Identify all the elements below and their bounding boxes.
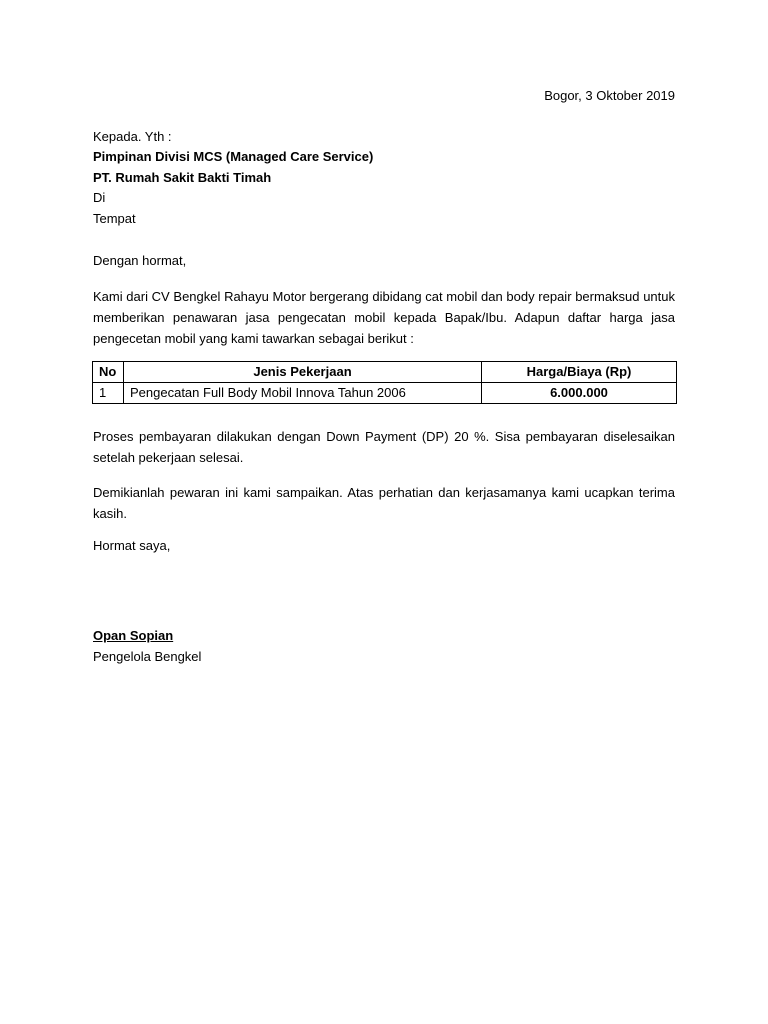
- salutation: Dengan hormat,: [93, 253, 187, 268]
- recipient-company: PT. Rumah Sakit Bakti Timah: [93, 169, 272, 185]
- recipient-di: Di: [93, 190, 106, 205]
- recipient-position: Pimpinan Divisi MCS (Managed Care Service): [93, 149, 374, 164]
- table-header-job: Jenis Pekerjaan: [124, 361, 482, 382]
- price-table: [92, 361, 677, 404]
- closing-phrase: Hormat saya,: [93, 537, 171, 553]
- closing-paragraph: Demikianlah pewaran ini kami sampaikan. Atas perhatian dan kerjasamanya kami ucapkan terima kasih.: [93, 484, 675, 521]
- recipient-to-label: Kepada. Yth :: [93, 128, 172, 144]
- table-header-row: [93, 361, 677, 382]
- recipient-block: [93, 127, 675, 230]
- signatory-title: Pengelola Bengkel: [93, 648, 202, 664]
- recipient-place: Tempat: [93, 210, 136, 226]
- table-cell-no: 1: [93, 382, 124, 403]
- letter-body: [93, 86, 675, 667]
- table-cell-job: Pengecatan Full Body Mobil Innova Tahun 2006: [124, 382, 482, 403]
- table-row: [93, 382, 677, 403]
- table-header-no: No: [93, 361, 124, 382]
- signatory-name: Opan Sopian: [93, 628, 174, 643]
- letter-date: Bogor, 3 Oktober 2019: [544, 88, 675, 103]
- payment-paragraph: Proses pembayaran dilakukan dengan Down Payment (DP) 20 %. Sisa pembayaran diselesaikan setelah pekerjaan selesai.: [93, 428, 675, 465]
- table-header-price: Harga/Biaya (Rp): [482, 361, 677, 382]
- table-cell-price: 6.000.000: [482, 382, 677, 403]
- intro-paragraph: Kami dari CV Bengkel Rahayu Motor bergerang dibidang cat mobil dan body repair bermaksud untuk memberikan penawaran jasa pengecatan mobil kepada Bapak/Ibu. Adapun daftar harga jasa pengecetan mobil yang kami tawarkan sebagai berikut :: [93, 288, 675, 346]
